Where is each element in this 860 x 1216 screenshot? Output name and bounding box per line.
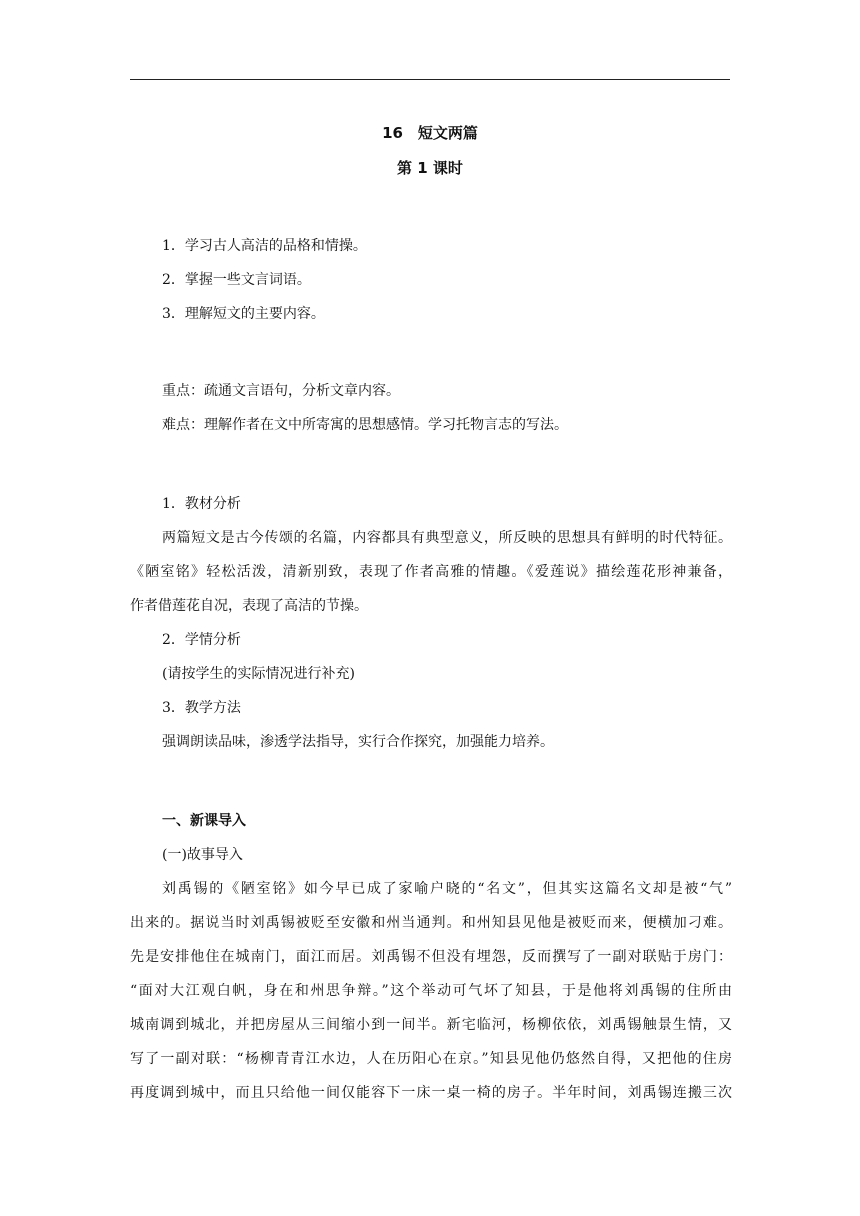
story-line: 出来的。据说当时刘禹锡被贬至安徽和州当通判。和州知县见他是被贬而来，便横加刁难。 [130, 915, 732, 931]
objective-item: 1．学习古人高洁的品格和情操。 [162, 238, 367, 254]
header-rule [130, 79, 730, 80]
objective-item: 2．掌握一些文言词语。 [162, 272, 311, 288]
material-analysis-line: 作者借莲花自况，表现了高洁的节操。 [130, 598, 368, 614]
key-point: 重点：疏通文言语句，分析文章内容。 [162, 383, 400, 399]
objective-item: 3．理解短文的主要内容。 [162, 306, 325, 322]
story-line: 先是安排他住在城南门，面江而居。刘禹锡不但没有埋怨，反而撰写了一副对联贴于房门： [130, 949, 732, 965]
teaching-method-text: 强调朗读品味，渗透学法指导，实行合作探究，加强能力培养。 [162, 734, 554, 750]
sub-heading: (一)故事导入 [162, 847, 243, 863]
difficulty-point: 难点：理解作者在文中所寄寓的思想感情。学习托物言志的写法。 [162, 417, 568, 433]
story-line: 写了一副对联：“杨柳青青江水边，人在历阳心在京。”知县见他仍悠然自得，又把他的住房 [130, 1051, 732, 1067]
material-analysis-line: 《陋室铭》轻松活泼，清新别致，表现了作者高雅的情趣。《爱莲说》描绘莲花形神兼备， [130, 564, 732, 580]
material-analysis-heading: 1．教材分析 [162, 496, 241, 512]
lesson-subtitle: 第 1 课时 [397, 159, 463, 177]
student-analysis-note: (请按学生的实际情况进行补充) [162, 666, 355, 682]
story-line: 再度调到城中，而且只给他一间仅能容下一床一桌一椅的房子。半年时间，刘禹锡连搬三次 [130, 1085, 732, 1101]
story-line: “面对大江观白帆，身在和州思争辩。”这个举动可气坏了知县，于是他将刘禹锡的住所由 [130, 983, 732, 999]
story-line: 刘禹锡的《陋室铭》如今早已成了家喻户晓的“名文”，但其实这篇名文却是被“气” [162, 881, 732, 897]
material-analysis-line: 两篇短文是古今传颂的名篇，内容都具有典型意义，所反映的思想具有鲜明的时代特征。 [162, 530, 732, 546]
lesson-title: 16 短文两篇 [382, 124, 478, 142]
student-analysis-heading: 2．学情分析 [162, 632, 241, 648]
teaching-method-heading: 3．教学方法 [162, 700, 241, 716]
section-heading: 一、新课导入 [162, 813, 246, 829]
story-line: 城南调到城北，并把房屋从三间缩小到一间半。新宅临河，杨柳依依，刘禹锡触景生情，又 [130, 1017, 732, 1033]
